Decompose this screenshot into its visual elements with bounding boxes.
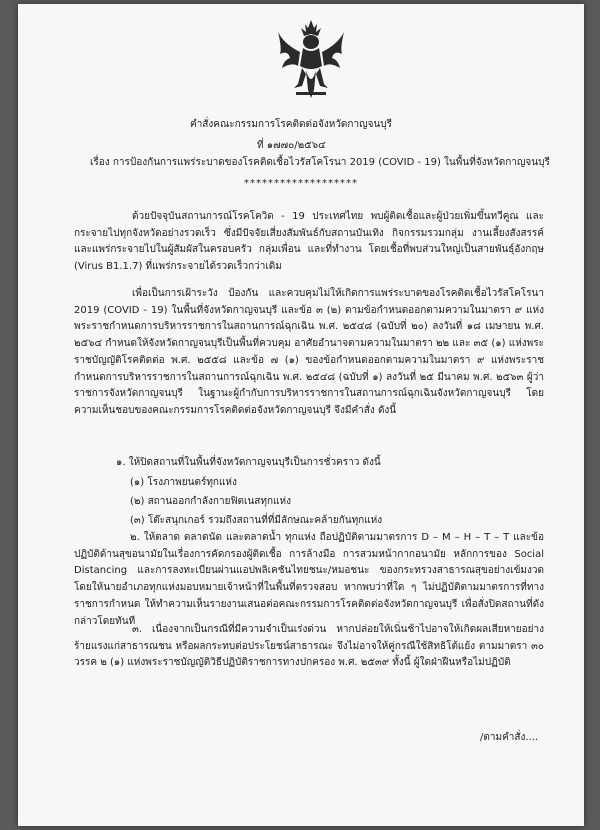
paragraph-1: ด้วยปัจจุบันสถานการณ์โรคโควิด - 19 ประเทศไทย พบผู้ติดเชื้อและผู้ป่วยเพิ่มขึ้นทวีคูณ และกระจายไปทุกจังหวัดอย่างรวดเร็ว ซึ่งมีปัจจัยเสี่ยงสัมพันธ์กับสถานบันเทิง กิจกรรมรวมกลุ่ม งานเลี้ยงสังสรรค์ และแพร่กระจายไปในผู้สัมผัสในครอบครัว กลุ่มเพื่อน และที่ทำงาน โดยเชื้อที่พบส่วนใหญ่เป็นสายพันธุ์อังกฤษ (Virus B1.1.7) ที่แพร่กระจายได้รวดเร็วกว่าเดิม [74, 211, 544, 273]
item-1-b: (๒) สถานออกกำลังกายฟิตเนสทุกแห่ง [130, 496, 291, 507]
paragraph-3: ๒. ให้ตลาด ตลาดนัด และตลาดน้ำ ทุกแห่ง ถือปฏิบัติตามมาตรการ D – M – H – T – T และข้อปฏิบัติด้านสุขอนามัยในเรื่องการคัดกรองผู้ติดเชื้อ การล้างมือ การสวมหน้ากากอนามัย หลักการของ Social Distancing และการลงทะเบียนผ่านแอปพลิเคชันไทยชนะ/หมอชนะ ของกระทรวงสาธารณสุขอย่างเข้มงวด โดยให้นายอำเภอทุกแห่งมอบหมายเจ้าหน้าที่ในพื้นที่ตรวจสอบ หากพบว่าที่ใด ๆ ไม่ปฏิบัติตามมาตรการที่ทางราชการกำหนด ให้ทำความเห็นรายงานเสนอต่อคณะกรรมการโรคติดต่อจังหวัดกาญจนบุรี เพื่อสั่งปิดสถานที่ดังกล่าวโดยทันที [74, 532, 544, 627]
garuda-emblem-icon [276, 18, 346, 104]
paragraph-4: ๓. เนื่องจากเป็นกรณีที่มีความจำเป็นเร่งด่วน หากปล่อยให้เนิ่นช้าไปอาจให้เกิดผลเสียหายอย่างร้ายแรงแก่สาธารณชน หรือผลกระทบต่อประโยชน์สาธารณะ จึงไม่อาจให้คู่กรณีใช้สิทธิโต้แย้ง ตามมาตรา ๓๐ วรรค ๒ (๑) แห่งพระราชบัญญัติวิธีปฏิบัติราชการทางปกครอง พ.ศ. ๒๕๓๙ ทั้งนี้ ผู้ใดฝ่าฝืนหรือไม่ปฏิบัติ [74, 624, 544, 669]
order-title: คำสั่งคณะกรรมการโรคติดต่อจังหวัดกาญจนบุรี [190, 119, 393, 130]
order-number: ที่ ๑๗๗๐/๒๕๖๔ [257, 140, 326, 151]
separator-stars: ******************* [244, 178, 358, 189]
continued-note: /ตามคำสั่ง.... [480, 732, 539, 743]
paragraph-2: เพื่อเป็นการเฝ้าระวัง ป้องกัน และควบคุมไม่ให้เกิดการแพร่ระบาดของโรคติดเชื้อไวรัสโคโรนา 2019 (COVID - 19) ในพื้นที่จังหวัดกาญจนบุรี และข้อ ๓ (๒) ตามข้อกำหนดออกตามความในมาตรา ๙ แห่งพระราชกำหนดการบริหารราชการในสถานการณ์ฉุกเฉิน พ.ศ. ๒๕๔๘ (ฉบับที่ ๒๐) ลงวันที่ ๑๘ เมษายน พ.ศ. ๒๕๖๔ กำหนดให้จังหวัดกาญจนบุรีเป็นพื้นที่ควบคุม อาศัยอำนาจตามความในมาตรา ๒๒ และ ๓๕ (๑) แห่งพระราชบัญญัติโรคติดต่อ พ.ศ. ๒๕๕๘ และข้อ ๗ (๑) ของข้อกำหนดออกตามความในมาตรา ๙ แห่งพระราชกำหนดการบริหารราชการในสถานการณ์ฉุกเฉิน พ.ศ. ๒๕๔๘ (ฉบับที่ ๑) ลงวันที่ ๒๕ มีนาคม พ.ศ. ๒๕๖๓ ผู้ว่าราชการจังหวัดกาญจนบุรี ในฐานะผู้กำกับการบริหารราชการในสถานการณ์ฉุกเฉินจังหวัดกาญจนบุรี โดยความเห็นชอบของคณะกรรมการโรคติดต่อจังหวัดกาญจนบุรี จึงมีคำสั่ง ดังนี้ [74, 288, 544, 416]
subject-line: เรื่อง การป้องกันการแพร่ระบาดของโรคติดเชื้อไวรัสโคโรนา 2019 (COVID - 19) ในพื้นที่จังหวัดกาญจนบุรี [90, 157, 550, 168]
document-page [18, 4, 584, 826]
item-1: ๑. ให้ปิดสถานที่ในพื้นที่จังหวัดกาญจนบุรีเป็นการชั่วคราว ดังนี้ [116, 457, 381, 468]
item-1-c: (๓) โต๊ะสนุกเกอร์ รวมถึงสถานที่ที่มีลักษณะคล้ายกันทุกแห่ง [130, 515, 383, 526]
item-1-a: (๑) โรงภาพยนตร์ทุกแห่ง [130, 477, 237, 488]
